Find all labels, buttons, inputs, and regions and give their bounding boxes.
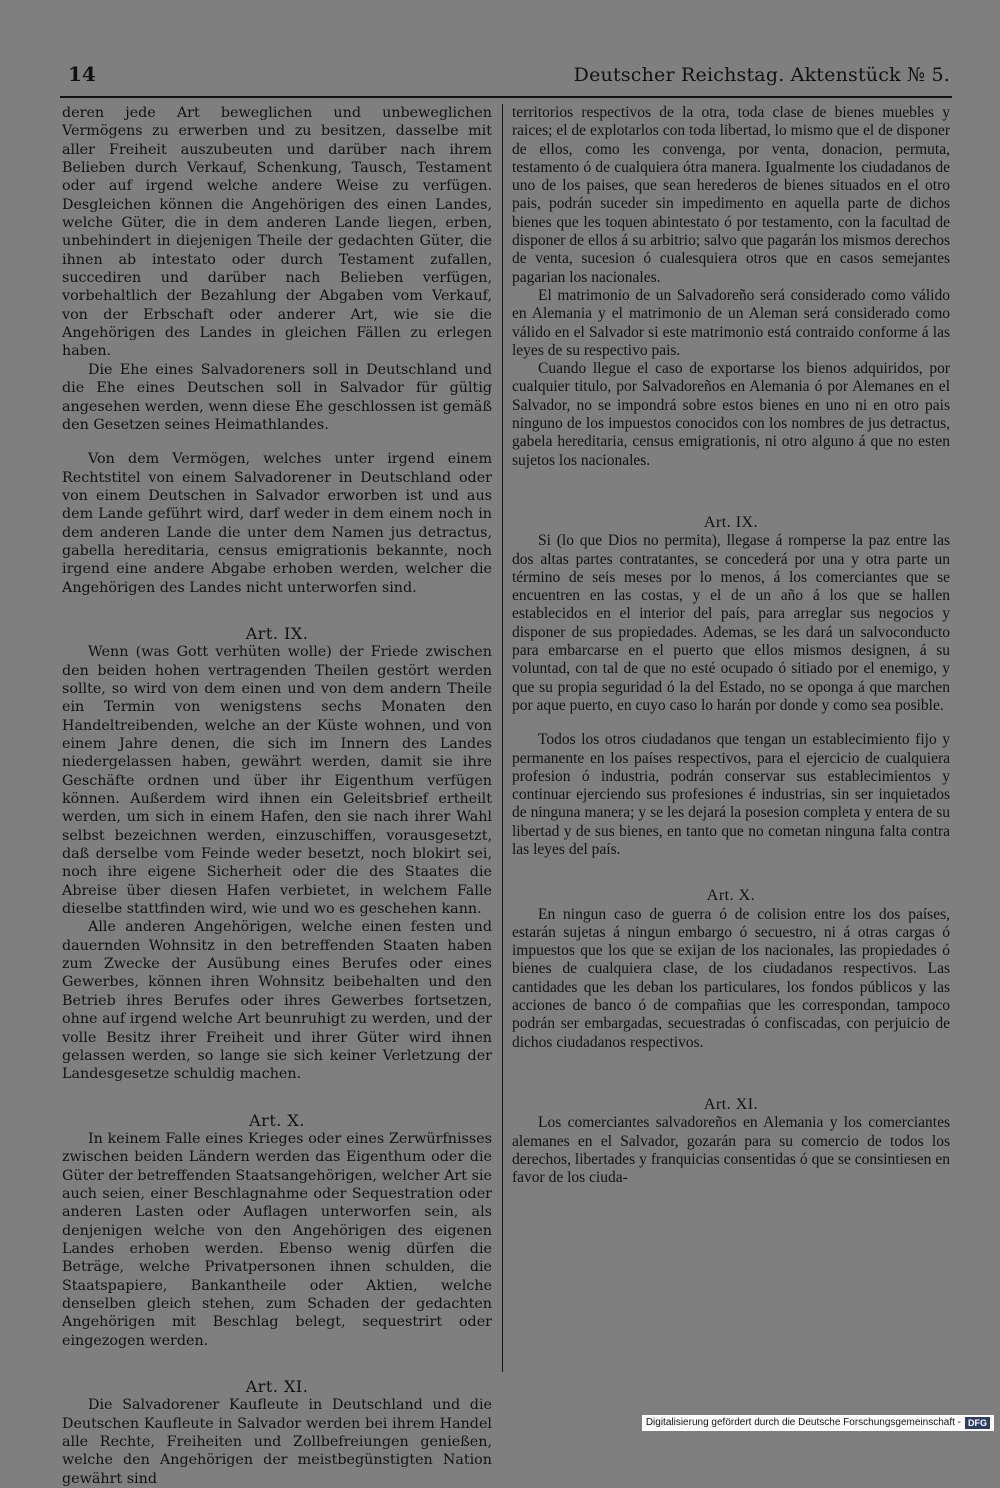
dfg-logo: DFG: [965, 1417, 990, 1429]
german-paragraph: In keinem Falle eines Krieges oder eines Zerwürfnisses zwischen beiden Ländern werden das Eigenthum oder die Güter der betreffenden Staatsangehörigen, welcher Art sie auch seien, einer Beschlagnahme oder Sequestration oder anderen Lasten oder Auflagen unterworfen sein, als denjenigen welche von den Angehörigen des eigenen Landes erhoben werden. Ebenso wenig dürfen die Beträge, welche Privatpersonen ihnen schulden, die Staatspapiere, Bankantheile oder Aktien, welche denselben gleich stehen, zum Schaden der gedachten Angehörigen mit Beschlag belegt, sequestrirt oder eingezogen werden.: [62, 1130, 492, 1349]
spanish-paragraph: Si (lo que Dios no permita), llegase á romperse la paz entre las dos altas partes contratantes, se concederá por una y otra parte un término de seis meses por lo menos, á los comerciantes que se encuentren en las costas, y el de un año á los que se hallen establecidos en el interior del país, para arreglar sus negocios y disponer de sus propiedades. Ademas, se les dará un salvoconducto para embarcarse en el puerto que ellos mismos designen, á su voluntad, con tal de que no esté ocupado ó sitiado por el enemigo, y que su propia seguridad ó la del Estado, no se oponga á que marchen por aque puerto, en cuyo caso lo harán por donde y como sea posible.: [512, 532, 950, 714]
column-divider: [502, 104, 503, 1372]
german-paragraph: Alle anderen Angehörigen, welche einen festen und dauernden Wohnsitz in den betreffenden Staaten haben zum Zwecke der Ausübung eines Berufes oder eines Gewerbes, können ihren Wohnsitz beibehalten und den Betrieb ihres Berufes oder ihres Gewerbes fortsetzen, ohne auf irgend welche Art beunruhigt zu werden, und der volle Besitz ihrer Freiheit und ihrer Güter wird ihnen gelassen werden, so lange sie sich keiner Verletzung der Landesgesetze schuldig machen.: [62, 919, 492, 1083]
spanish-column: [512, 104, 950, 1187]
header-rule: [60, 96, 952, 98]
spanish-paragraph: Todos los otros ciudadanos que tengan un establecimiento fijo y permanente en los países respectivos, para el ejercicio de cualquiera profesion ó industria, podrán conservar sus establecimientos y continuar ejerciendo sus profesiones é industrias, sin ser inquietados de ninguna manera; y se les dejará la posesion completa y entera de su libertad y de sus bienes, en tanto que no cometan ninguna falta contra las leyes del país.: [512, 731, 950, 858]
running-title: Deutscher Reichstag. Aktenstück № 5.: [573, 64, 950, 86]
german-column: [62, 104, 492, 1488]
spanish-paragraph: Cuando llegue el caso de exportarse los bienos adquiridos, por cualquier titulo, por Salvadoreños en Alemania ó por Alemanes en el Salvador, no se impondrá sobre estos bienes en uno ni en otro pais ninguno de los impuestos conocidos con los nombres de jus detractus, gabela hereditaria, census emigrationis, ni otro alguno á que no esten sujetos los nacionales.: [512, 360, 950, 469]
spanish-paragraph: Los comerciantes salvadoreños en Alemania y los comerciantes alemanes en el Salvador, gozarán para su comercio de todos los derechos, libertades y franquicias consentidas ó que se consintiesen en favor de los ciuda-: [512, 1114, 950, 1187]
german-paragraph: Von dem Vermögen, welches unter irgend einem Rechtstitel von einem Salvadorener in Deutschland oder von einem Deutschen in Salvador erworben ist und aus dem Lande geführt wird, darf weder in dem einem noch in dem anderen Lande die unter dem Namen jus detractus, gabella hereditaria, census emigrationis bekannte, noch irgend eine andere Abgabe erhoben werden, welcher die Angehörigen des Landes nicht unterworfen sind.: [62, 451, 492, 596]
page-number: 14: [68, 62, 96, 86]
article-heading: Art. XI.: [703, 1095, 759, 1113]
article-heading: Art. IX.: [245, 623, 309, 643]
spanish-paragraph: territorios respectivos de la otra, toda clase de bienes muebles y raices; el de explotarlos con toda libertad, lo mismo que el de disponer de ellos, como les convenga, por venta, donacion, permuta, testamento ó de cualquiera ótra manera. Igualmente los ciudadanos de uno de los paises, que sean herederos de bienes situados en el otro pais, podrán suceder sin impedimento en aquella parte de dichos bienes que les toquen abintestato ó por testamento, con la facultad de disponer de ellos á su arbitrio; salvo que pagarán los mismos derechos de venta, sucesion ó cualesquiera otros que en casos semejantes pagarian los nacionales.: [512, 104, 950, 286]
german-paragraph: Die Ehe eines Salvadoreners soll in Deutschland und die Ehe eines Deutschen soll in Salvador für gültig angesehen werden, wenn diese Ehe geschlossen ist gemäß den Gesetzen seines Heimathlandes.: [62, 361, 492, 433]
german-paragraph: deren jede Art beweglichen und unbeweglichen Vermögens zu erwerben und zu besitzen, dasselbe mit aller Freiheit auszubeuten und darüber nach ihrem Belieben durch Verkauf, Schenkung, Tausch, Testament oder auf irgend welche andere Weise zu verfügen. Desgleichen können die Angehörigen des einen Landes, welche Güter, die in dem anderen Lande liegen, erben, unbehindert in diejenigen Theile der gedachten Güter, die ihnen ab intestato oder durch Testament zufallen, succediren und darüber nach Belieben verfügen, vorbehaltlich der Bezahlung der Abgaben vom Verkauf, von der Erbschaft oder anderer Art, wie sie die Angehörigen des Landes in gleichen Fällen zu erlegen haben.: [62, 105, 492, 360]
article-heading: Art. X.: [249, 1110, 305, 1130]
german-paragraph: Die Salvadorener Kaufleute in Deutschland und die Deutschen Kaufleute in Salvador werden bei ihrem Handel alle Rechte, Freiheiten und Zollbefreiungen genießen, welche den Angehörigen der meistbegünstigten Nation gewährt sind: [62, 1397, 492, 1487]
article-heading: Art. IX.: [703, 513, 759, 531]
german-paragraph: Wenn (was Gott verhüten wolle) der Friede zwischen den beiden hohen vertragenden Theilen gestört werden sollte, so wird von dem einen und von dem andern Theile ein Termin von wenigstens sechs Monaten den Handeltreibenden, welche an der Küste wohnen, und von einem Jahre denen, die sich im Innern des Landes niedergelassen haben, gewährt werden, damit sie ihre Geschäfte ordnen und über ihr Eigenthum verfügen können. Außerdem wird ihnen ein Geleitsbrief ertheilt werden, um sich in einem Hafen, den sie nach ihrer Wahl selbst bezeichnen werden, einzuschiffen, vorausgesetzt, daß derselbe vom Feinde weder besetzt, noch blokirt sei, noch ihre eigene Sicherheit oder die des Staates die Abreise über diesen Hafen verbietet, in welchem Falle dieselbe stattfinden wird, wie und wo es geschehen kann.: [62, 644, 492, 918]
article-heading: Art. XI.: [245, 1377, 309, 1396]
digitization-footer: [642, 1415, 994, 1431]
page-header: [68, 60, 950, 94]
spanish-paragraph: El matrimonio de un Salvadoreño será considerado como válido en Alemania y el matrimonio de un Aleman será considerado como válido en el Salvador si este matrimonio está contraido conforme á las leyes de su respectivo pais.: [512, 286, 950, 359]
spanish-paragraph: En ningun caso de guerra ó de colision entre los dos países, estarán sujetas á ningun embargo ó secuestro, ni á otras cargas ó impuestos que los que se exijan de los nacionales, las propiedades ó bienes de cualquiera clase, de los ciudadanos respectivos. Las cantidades que les deban los particulares, los fondos públicos y las acciones de banco ó de compañias que les correspondan, tampoco podrán ser embargadas, secuestradas ó confiscadas, con perjuicio de dichos ciudadanos respectivos.: [512, 905, 950, 1051]
article-heading: Art. X.: [706, 887, 756, 905]
footer-text: Digitalisierung gefördert durch die Deutsche Forschungsgemeinschaft -: [645, 1417, 961, 1428]
